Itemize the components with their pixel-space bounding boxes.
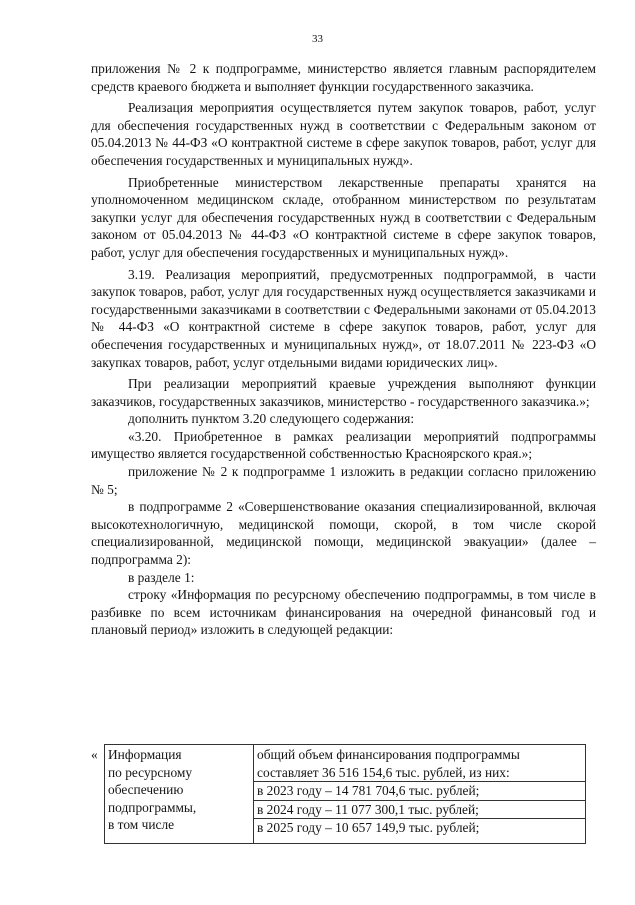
resource-info-table [104,744,586,844]
paragraph-2: Реализация мероприятия осуществляется путем закупок товаров, работ, услуг для обеспечения государственных нужд в соответствии с Федеральным законом от 05.04.2013 № 44-ФЗ «О контрактной системе в сфере закупок товаров, работ, услуг для обеспечения государственных и муниципальных нужд». [91,100,596,168]
left-cell-line: по ресурсному [108,764,193,780]
paragraph-9: в подпрограмме 2 «Совершенствование оказания специализированной, включая высокотехнологичную, медицинской помощи, скорой, в том числе скорой специализированной, медицинской помощи, медицинской эвакуации» (далее – подпрограмма 2): [91,499,596,568]
left-cell-line: подпрограммы, [108,799,197,815]
paragraph-4: 3.19. Реализация мероприятий, предусмотренных подпрограммой, в части закупок товаров, работ, услуг для государственных нужд осуществляется заказчиками и государственными заказчиками в соответствии с Федеральными законами от 05.04.2013 № 44-ФЗ «О контрактной системе в сфере закупок товаров, работ, услуг для обеспечения государственных и муниципальных нужд», от 18.07.2011 № 223-ФЗ «О закупках товаров, работ, услуг отдельными видами юридических лиц». [91,266,596,370]
paragraph-10: в разделе 1: [128,569,195,585]
paragraph-11: строку «Информация по ресурсному обеспечению подпрограммы, в том числе в разбивке по всем источникам финансирования на очередной финансовый год и плановый период» изложить в следующей редакции: [91,587,596,638]
right-cell-line: в 2024 году – 11 077 300,1 тыс. рублей; [254,800,585,819]
left-cell-line: Информация [108,747,182,762]
table-row [105,745,586,844]
table-left-cell [105,745,254,844]
paragraph-5: При реализации мероприятий краевые учреждения выполняют функции заказчиков, государственных заказчиков, министерство - государственного заказчика.»; [91,376,596,409]
right-cell-line: общий объем финансирования подпрограммы [257,747,520,762]
right-cell-line: в 2023 году – 14 781 704,6 тыс. рублей; [254,781,585,800]
paragraph-3: Приобретенные министерством лекарственные препараты хранятся на уполномоченном медицинском складе, отобранном министерством по результатам закупки услуг для обеспечения государственных нужд в соответствии с Федеральным законом от 05.04.2013 № 44-ФЗ «О контрактной системе в сфере закупок товаров, работ, услуг для обеспечения государственных и муниципальных нужд». [91,174,596,260]
open-quote: « [91,747,98,762]
left-cell-line: в том числе [108,817,175,833]
right-cell-line: составляет 36 516 154,6 тыс. рублей, из них: [257,764,510,780]
page-number: 33 [312,33,323,45]
resource-info-table-block [91,744,596,844]
paragraph-6: дополнить пунктом 3.20 следующего содержания: [128,411,415,427]
right-cell-line: в 2025 году – 10 657 149,9 тыс. рублей; [254,818,585,837]
paragraph-7: «3.20. Приобретенное в рамках реализации мероприятий подпрограммы имущество является государственной собственностью Красноярского края.»; [91,428,596,462]
table-right-cell [254,745,586,844]
paragraph-1: приложения № 2 к подпрограмме, министерство является главным распорядителем средств краевого бюджета и выполняет функции государственного заказчика. [91,61,596,94]
left-cell-line: обеспечению [108,782,184,798]
paragraph-8: приложение № 2 к подпрограмме 1 изложить в редакции согласно приложению № 5; [91,464,596,497]
document-body [91,60,596,639]
